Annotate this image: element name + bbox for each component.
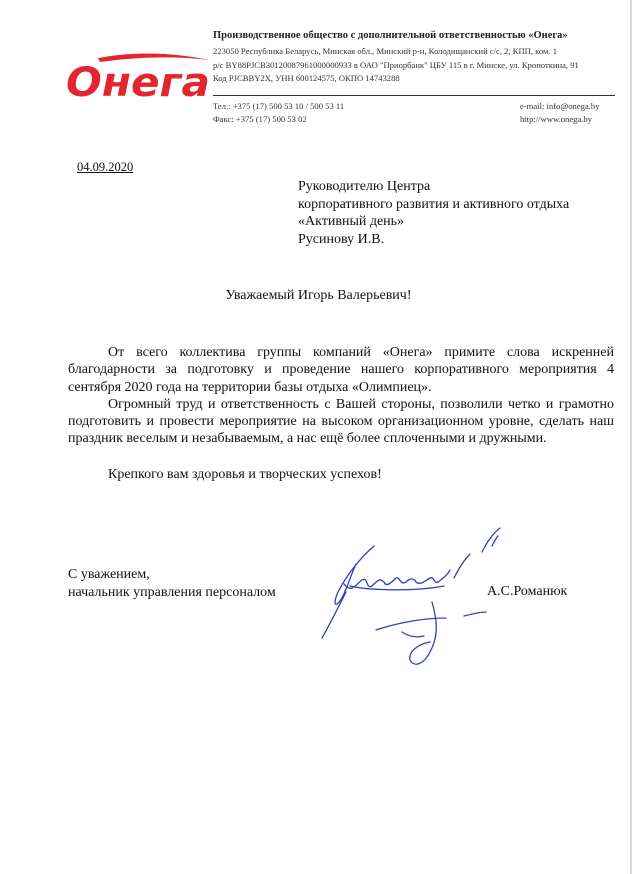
body-paragraph: От всего коллектива группы компаний «Онега» примите слова искренней благодарности за подготовку и проведение нашего корпоративного мероприятия 4 сентября 2020 года на территории базы отдыха «Олимпиец».	[68, 345, 614, 395]
addressee-block	[298, 178, 618, 248]
signer-position: начальник управления персоналом	[68, 584, 276, 600]
address-line: 223050 Республика Беларусь, Минская обл., Минский р-н, Колодищанский с/с, 2, КПП, ком. 1	[213, 46, 558, 56]
phone-contacts	[213, 100, 344, 126]
page-edge-line	[630, 0, 632, 874]
email-address[interactable]: e-mail: info@onega.by	[520, 101, 600, 111]
letter-date: 04.09.2020	[77, 160, 134, 174]
body-paragraph: Крепкого вам здоровья и творческих успехов!	[108, 466, 382, 482]
salutation: Уважаемый Игорь Валерьевич!	[225, 288, 412, 303]
fax-number: Факс: +375 (17) 500 53 02	[213, 114, 307, 124]
closing-block	[68, 566, 276, 601]
bank-line: р/с BY88PJCB30120087961000000933 в ОАО "Приорбанк" ЦБУ 115 в г. Минске, ул. Кропоткина, 91	[213, 59, 579, 70]
company-address	[213, 45, 631, 86]
codes-line: Код PJCBBY2X, УНН 600124575, ОКПО 14743288	[213, 73, 400, 83]
handwritten-signature	[316, 524, 506, 674]
closing-line: С уважением,	[68, 567, 150, 582]
signer-name: А.С.Романюк	[487, 584, 568, 599]
body-paragraph: Огромный труд и ответственность с Вашей стороны, позволили четко и грамотно подготовить и провести мероприятие на высоком организационном уровне, сделать наш праздник веселым и незабываемым, а нас ещё более сплоченными и дружными.	[68, 396, 614, 447]
addressee-line: Руководителю Центра	[298, 179, 431, 194]
web-contacts	[520, 100, 600, 126]
company-name: Производственное общество с дополнительной ответственностью «Онега»	[213, 30, 568, 41]
addressee-line: «Активный день»	[298, 214, 405, 229]
onega-logo	[64, 50, 212, 102]
addressee-line: Русинову И.В.	[298, 231, 385, 247]
logo-wordmark: Онега	[66, 60, 210, 102]
letter-body	[68, 344, 614, 483]
phone-number: Тел.: +375 (17) 500 53 10 / 500 53 11	[213, 101, 345, 111]
addressee-line: корпоративного развития и активного отдыха	[298, 196, 570, 212]
letterhead-divider	[213, 95, 615, 96]
website-link[interactable]: http://www.onega.by	[520, 114, 593, 124]
